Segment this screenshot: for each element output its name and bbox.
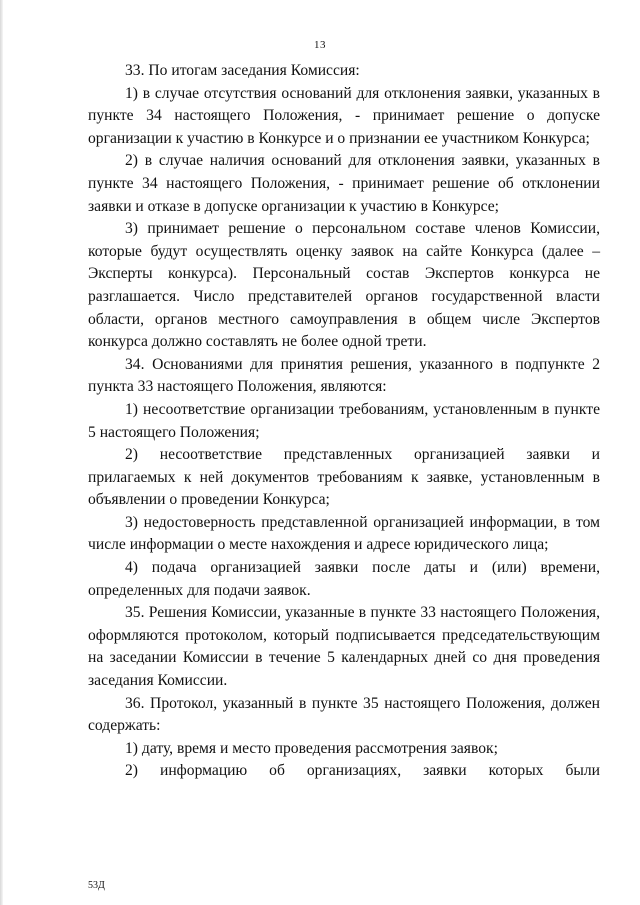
paragraph-33: 33. По итогам заседания Комиссия:	[125, 62, 360, 79]
paragraph-36-item-1: 1) дату, время и место проведения рассмотрения заявок;	[125, 739, 498, 757]
paragraph-33-item-1: 1) в случае отсутствия оснований для отклонения заявки, указанных в пункте 34 настоящего Положения, - принимает решение о допуске организации к участию в Конкурсе и о признании ее участником Конкурса;	[88, 84, 600, 147]
paragraph-33-item-3: 3) принимает решение о персональном составе членов Комиссии, которые будут осуществлять оценку заявок на сайте Конкурса (далее – Эксперты конкурса). Персональный состав Экспертов конкурса не разглашается. Число представителей органов государственной власти области, органов местного самоуправления в общем числе Экспертов конкурса должно составлять не более одной трети.	[88, 220, 600, 351]
paragraph-33-item-2: 2) в случае наличия оснований для отклонения заявки, указанных в пункте 34 настоящего Положения, - принимает решение об отклонении заявки и отказе в допуске организации к участию в Конкурсе;	[88, 152, 600, 215]
paragraph-35: 35. Решения Комиссии, указанные в пункте 33 настоящего Положения, оформляются протоколом, который подписывается председательствующим на заседании Комиссии в течение 5 календарных дней со дня проведения заседания Комиссии.	[88, 604, 600, 690]
paragraph-34-item-3: 3) недостоверность представленной организацией информации, в том числе информации о месте нахождения и адресе юридического лица;	[88, 513, 600, 554]
page-number: 13	[314, 39, 326, 51]
paragraph-34-item-1: 1) несоответствие организации требованиям, установленным в пункте 5 настоящего Положения;	[88, 400, 600, 441]
document-code: 53Д	[88, 880, 105, 891]
paragraph-36-item-2: 2) информацию об организациях, заявки которых были	[125, 762, 600, 780]
paragraph-34-item-2: 2) несоответствие представленных организацией заявки и прилагаемых к ней документов требованиям к заявке, установленным в объявлении о проведении Конкурса;	[88, 446, 600, 509]
page-edge-shadow	[0, 0, 3, 905]
paragraph-34: 34. Основаниями для принятия решения, указанного в подпункте 2 пункта 33 настоящего Положения, являются:	[88, 355, 600, 396]
paragraph-36: 36. Протокол, указанный в пункте 35 настоящего Положения, должен содержать:	[88, 694, 600, 735]
paragraph-34-item-4: 4) подача организацией заявки после даты и (или) времени, определенных для подачи заявок.	[88, 559, 600, 599]
document-body	[88, 60, 600, 783]
